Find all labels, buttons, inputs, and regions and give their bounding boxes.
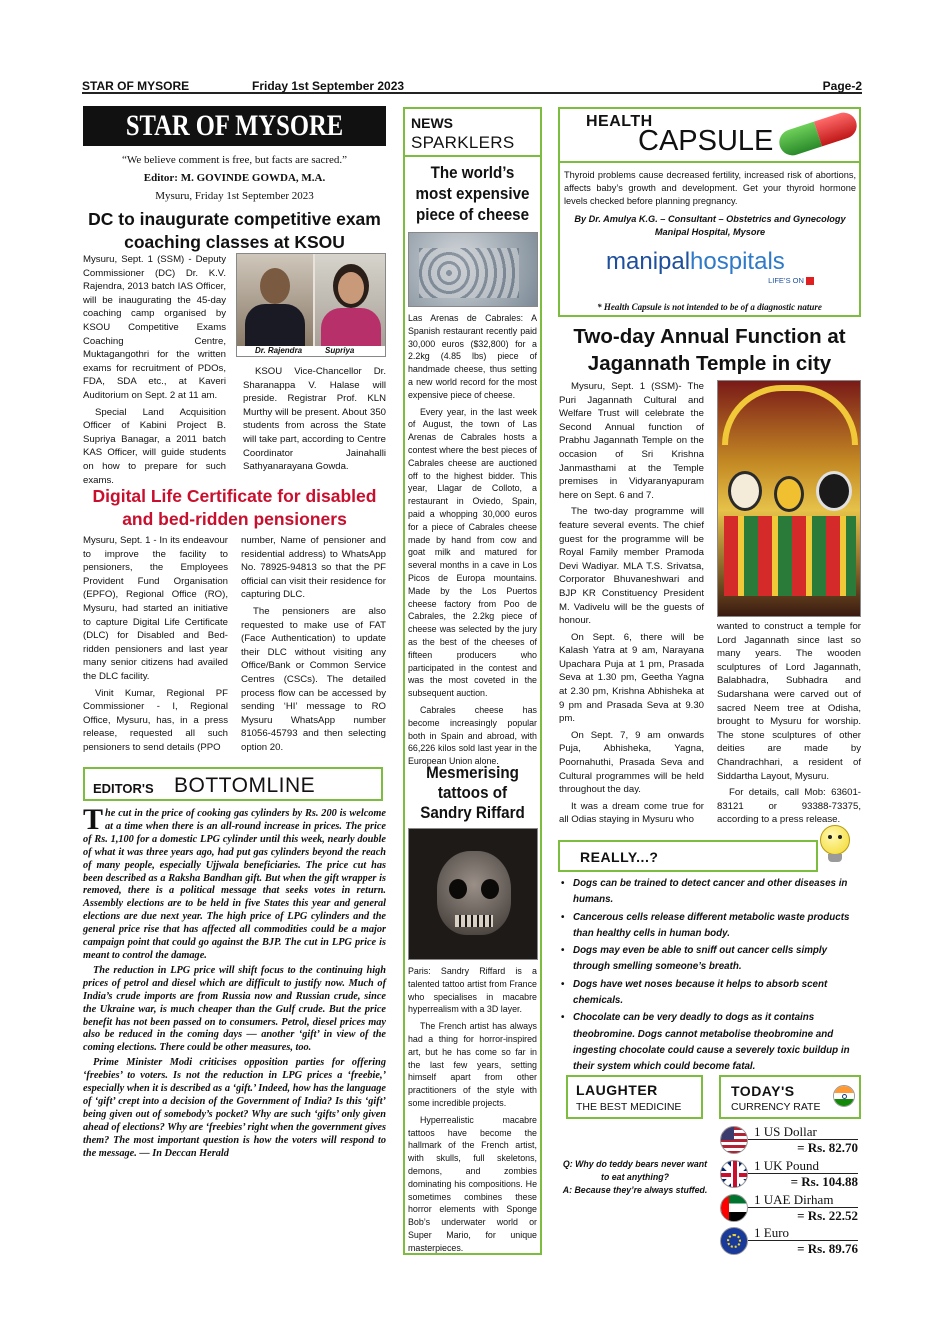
health-capsule-header [558,107,861,163]
really-box [558,840,818,872]
rajendra-photo [237,254,313,346]
cheese-story [408,312,537,772]
masthead-info [83,151,386,205]
dc-para: KSOU Vice-Chancellor Dr. Sharanappa V. Halase will preside. Registrar Prof. KLN Murthy will be present. About 350 students from across the State will take part, according to Centre Coordinator Jainahalli Sathyanarayana Gowda. [243,366,386,473]
cheese-photo [408,232,538,307]
currency-value: = Rs. 22.52 [748,1207,858,1224]
jagannath-story-right [717,620,861,830]
logo-tagline: LIFE’S ON [768,276,814,285]
bottomline-label-editors: EDITOR'S [93,781,154,796]
dc-story-left [83,253,226,490]
bottomline-label: BOTTOMLINE [174,774,316,797]
sparklers-label: SPARKLERS [411,133,515,152]
dlc-para: Mysuru, Sept. 1 - In its endeavour to improve the facility to pensioners, the Employees Provident Fund Organisation (EPFO), Regional Office (RO), Mysuru, had started an initiative to capture Digital Life Certificate (DLC) for Disabled and Bed-ridden pensioners and last year many senior citizens had availed the DLC facility. [83,535,228,682]
dlc-story-left [83,534,228,758]
bottomline-para: he cut in the price of cooking gas cylinders by Rs. 200 is welcome at a time when there is an all-round increase in prices. The price of Rs. 1,100 for a domestic LPG cylinder until this week, nearly double of what it was three years ago, had put gas cylinders beyond the reach of many people, especially Ujjwala beneficiaries. The price cut has been described as a Raksha Bandhan gift. But when the gift wrapper is removed, there is a political message that seeks votes in return. Assembly elections are to be held in five States this year and general elections are due next year. The high price of LPG cylinders and the general price rise that has affected all commodities could be a major campaign point that could go against the BJP. The cut in LPG price is meant to control the damage. [83,808,386,961]
currency-name: 1 US Dollar [754,1124,817,1139]
capsule-icon [775,105,862,162]
dc-para: Mysuru, Sept. 1 (SSM) - Deputy Commissioner (DC) Dr. K.V. Rajendra, 2013 batch IAS Officer, will be inaugurating the 45-day coaching camp organised by KSOU Competitive Exams Coaching Centre, Muktagangothri for the written exams for recruitment of PDOs, FDA, SDA etc., at Kaveri Auditorium on Sept. 2 at 11 am. [83,254,226,401]
tattoo-para: Paris: Sandry Riffard is a talented tattoo artist from France who specialises in macabre hyperrealism with a 3D layer. [408,966,537,1015]
currency-name: 1 UAE Dirham [754,1192,834,1207]
cheese-headline: The world’s most expensive piece of cheese [415,164,530,224]
really-item: • Dogs can be trained to detect cancer and other diseases in humans. [561,876,861,909]
really-item: • Cancerous cells release different metabolic waste products than healthy cells in human body. [561,910,861,943]
dlc-para: Vinit Kumar, Regional PF Commissioner - I, Regional Office, Mysuru, has, in a press release, requested all such pensioners to send details (PPO [83,687,228,753]
supriya-photo [315,254,386,346]
news-label: NEWS [411,115,453,131]
tattoo-story [408,965,537,1259]
caption-supriya: Supriya [325,346,355,355]
dc-captions [237,346,386,357]
really-label: REALLY...? [580,849,659,865]
logo-hospitals: hospitals [690,248,785,275]
header-date: Friday 1st September 2023 [252,79,405,93]
masthead-dateline: Mysuru, Friday 1st September 2023 [155,190,314,202]
masthead-editor: Editor: M. GOVINDE GOWDA, M.A. [143,172,326,184]
bottomline-para: Prime Minister Modi criticises opposition parties for offering ‘freebies’ to voters. Is not the reduction in LPG prices a ‘freebie,’ especially when it is described as a ‘gift.’ Indeed, how has the language of ‘gift’ crept into a decision of the Government of India? Is this ‘gift’ being given out of somebody’s pocket? Why are such ‘gifts’ only given ahead of elections? Why are ‘freebies’ right when the government gives them? The most important question is how the voters will respond to the message. — In Deccan Herald [83,1057,386,1159]
caption-rajendra: Dr. Rajendra [255,346,303,355]
us-flag-icon [720,1126,748,1154]
jagannath-para: Mysuru, Sept. 1 (SSM)- The Puri Jagannath Cultural and Welfare Trust will celebrate the Second Annual function of Prabhu Jagannath Temple on the occasion of Sri Krishna Janmasthami at the Temple premises in Vidyaranyapuram here on Sept. 6 and 7. [559,381,704,501]
uae-flag-icon [720,1194,748,1222]
currency-value: = Rs. 104.88 [748,1173,858,1190]
tattoo-para: Hyperrealistic macabre tattoos have become the hallmark of the French artist, with skulls, full skeletons, demons, and zombies dominating his compositions. He sometimes combines these horror elements with Sponge Bob’s underwater world or Super Mario, for unique masterpieces. [408,1114,537,1253]
jagannath-para: wanted to construct a temple for Lord Jagannath since last so many years. The wooden sculptures of Lord Jagannath, Balabhadra, Subhadra and Sudarshana were carved out of sacred Neem tree at Odisha, brought to Mysuru for worship. The stone sculptures of other deities are made by Chandrachhari, a resident of Siddartha Layout, Mysuru. [717,621,861,782]
dropcap: T [83,803,104,836]
laughter-label: LAUGHTER [576,1082,658,1098]
currency-value: = Rs. 82.70 [748,1139,858,1156]
laughter-sublabel: THE BEST MEDICINE [576,1101,682,1113]
news-sparklers-header [403,107,542,157]
masthead-motto: “We believe comment is free, but facts are sacred.” [121,154,348,166]
currency-name: 1 UK Pound [754,1158,820,1173]
health-byline [564,213,856,239]
bottomline-text [83,803,386,1160]
currency-sublabel: CURRENCY RATE [731,1101,821,1113]
masthead-banner [83,106,386,146]
dlc-para: number, Name of pensioner and residential address) to WhatsApp No. 78925-94813 so that the PF official can visit their residence for capturing DLC. [241,535,386,601]
header-page-number: Page-2 [822,79,862,93]
tattoo-para: The French artist has always had a thing for horror-inspired art, but he has come so far in the last few years, setting himself apart from other practitioners of the style with some incredible projects. [408,1021,537,1108]
header-paper-name: STAR OF MYSORE [82,79,190,93]
tattoo-photo [408,828,538,960]
dc-para: Special Land Acquisition Officer of Kabini Project B. Supriya Banagar, a 2011 batch KAS Officer, will guide students on how to prepare for such exams. [83,406,226,486]
india-flag-icon [833,1085,855,1107]
dlc-headline: Digital Life Certificate for disabled and bed-ridden pensioners [92,486,377,529]
currency-row-usd [720,1124,860,1158]
health-label: HEALTH [586,113,653,130]
bottomline-para: The reduction in LPG price will shift focus to the continuing high prices of petrol and diesel which are difficult to justify now. Much of India’s crude imports are from Russia now and Russian crude, since the Ukraine war, is much cheaper than the Gulf crude. But the price benefit has not been passed on to consumers. Petrol, diesel prices may also be reduced in the coming days — another ‘gift’ in view of the coming elections. There could be other measures, too. [83,964,386,1054]
tattoo-headline: Mesmerising tattoos of Sandry Riffard [420,764,525,822]
lightbulb-icon [816,823,854,867]
currency-name: 1 Euro [754,1225,790,1240]
masthead-title: STAR OF MYSORE [125,109,344,142]
jagannath-headline: Two-day Annual Function at Jagannath Temple in city [573,325,846,375]
logo-manipal: manipal [606,248,691,275]
jagannath-para: On Sept. 6, there will be Kalash Yatra at 9 am, Narayana Upachara Puja at 1 pm, Prasada Seva at 1.30 pm, Geetha Yagna at 2.30 pm, Krishna Abhisheka at 9 pm and Prasada Seva at 9.30 pm. [559,631,704,725]
dlc-para: The pensioners are also requested to make use of FAT (Face Authentication) to update their DLC without visiting any Office/Bank or Common Service Centres (CSCs). The detailed process flow can be accessed by sending ‘HI’ message to RO Mysuru WhatsApp number 81056-45793 and then selecting option 20. [241,605,386,753]
currency-label: TODAY'S [731,1083,795,1099]
manipal-logo [606,248,816,288]
health-text: Thyroid problems cause decreased fertility, increased risk of abortions, affects baby’s growth and development. Get your thyroid hormone levels checked before planning pregnancy. [564,170,856,206]
jagannath-para: On Sept. 7, 9 am onwards Puja, Abhisheka, Yagna, Poornahuthi, Prasada Seva and Cultural programmes will be held throughout the day. [559,729,704,796]
dlc-story-right [241,534,386,758]
laughter-box [566,1075,703,1119]
capsule-label: CAPSULE [638,125,774,157]
health-byline-doctor: By Dr. Amulya K.G. – Consultant – Obstetrics and Gynecology [574,214,846,224]
really-list [561,876,861,1077]
jagannath-para: It was a dream come true for all Odias staying in Mysuru who [559,800,704,826]
dc-story-right [243,365,386,477]
joke-question: Q: Why do teddy bears never want to eat anything? [562,1159,708,1182]
jagannath-para: The two-day programme will feature several events. The chief guest for the programme will be Royal Family member Pramoda Devi Wadiyar. MLA T.S. Srivatsa, Corporator Bhuvaneshwari and BJP KR Constituency President M. Vadivelu will be the guests of honour. [559,506,704,627]
jagannath-photo [717,380,861,617]
currency-box [719,1075,861,1119]
joke-answer: A: Because they’re always stuffed. [562,1185,708,1195]
currency-row-gbp [720,1158,860,1192]
jagannath-story-left [559,380,704,830]
currency-row-aed [720,1192,860,1226]
joke [562,1158,708,1197]
really-item: • Dogs may even be able to sniff out cancer cells simply through smelling someone’s breath. [561,943,861,976]
jagannath-para: For details, call Mob: 63601-83121 or 93388-73375, according to a press release. [717,787,861,826]
health-note: * Health Capsule is not intended to be of a diagnostic nature [597,302,822,312]
dc-photos [236,253,386,357]
cheese-para: Las Arenas de Cabrales: A Spanish restaurant recently paid 30,000 euros ($32,800) for a 2.2kg (4.85 lbs) piece of handmade cheese, thus setting a new world record for the most expensive piece of cheese. [408,313,537,400]
bottomline-box [83,767,383,801]
currency-value: = Rs. 89.76 [748,1240,858,1257]
cheese-para: Every year, in the last week of August, the town of Las Arenas de Cabrales hosts a contest where the best pieces of Cabrales cheese are auctioned off to the highest bidder. This year, Llagar de Colloto, a restaurant in Oviedo, Spain, paid a whopping 30,000 euros for a piece of Cabrales cheese made by hand from cow and goat milk and matured for several months in a cave in Los Picos de Europa mountains. Made by the Los Puertos cheese factory from Poo de Cabrales, the 2.2kg piece of cheese was selected by the jury as the best of the cheeses of fifteen producers who participated in the contest and was the most coveted in the subsequent auction. [408,406,537,699]
currency-row-eur [720,1225,860,1259]
cheese-para: Cabrales cheese has become increasingly popular both in Spain and abroad, with 66,226 kilos sold last year in the European Union alone. [408,704,537,767]
page-header [82,78,862,94]
really-item: • Chocolate can be very deadly to dogs as it contains theobromine. Dogs cannot metabolise theobromine and ingesting chocolate could cause a severely toxic buildup in their system which could become fatal. [561,1010,861,1075]
really-item: • Dogs have wet noses because it helps to absorb scent chemicals. [561,977,861,1010]
uk-flag-icon [720,1160,748,1188]
eu-flag-icon [720,1227,748,1255]
health-byline-hospital: Manipal Hospital, Mysore [654,227,766,237]
dc-headline: DC to inaugurate competitive exam coaching classes at KSOU [88,209,381,252]
